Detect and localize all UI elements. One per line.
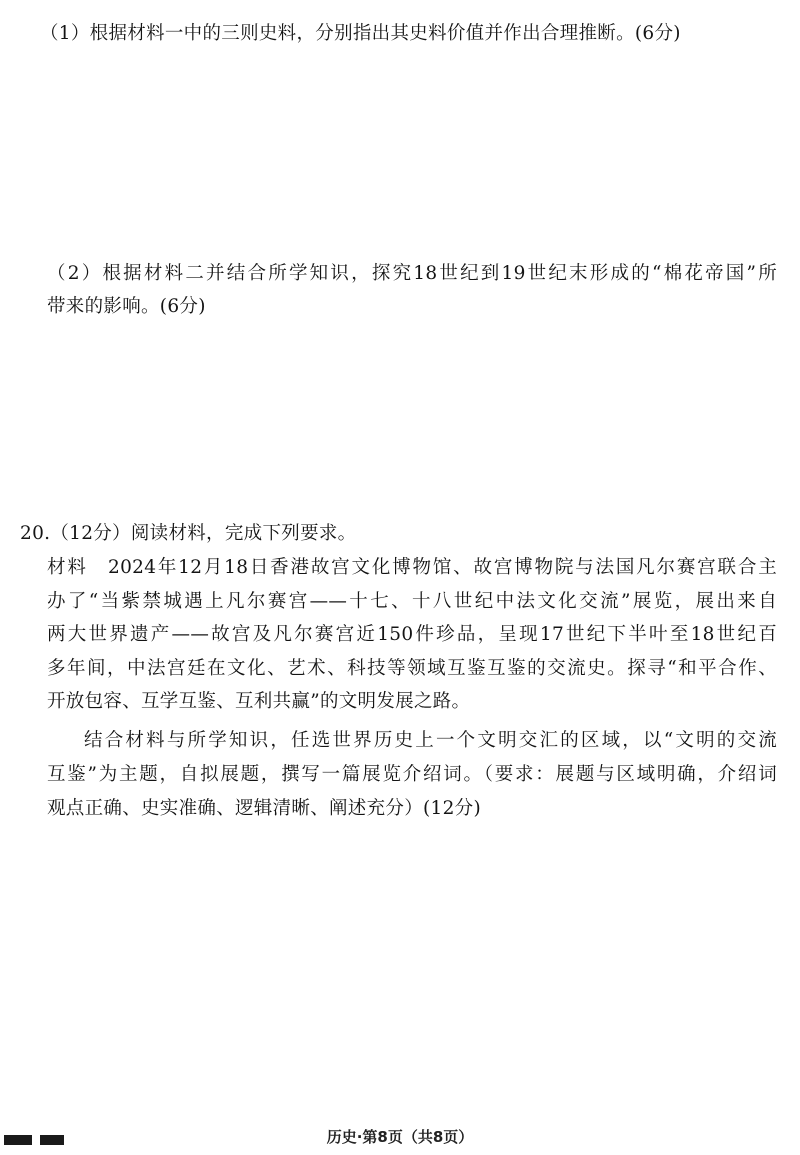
q19-part2-prompt-line2: 带来的影响。(6分) bbox=[47, 296, 206, 317]
q20-task-line: 结合材料与所学知识，任选世界历史上一个文明交汇的区域，以“文明的交流 bbox=[84, 730, 777, 751]
q20-material-line: 多年间，中法宫廷在文化、艺术、科技等领域互鉴互鉴的交流史。探寻“和平合作、 bbox=[47, 658, 777, 679]
q20-task-line: 互鉴”为主题，自拟展题，撰写一篇展览介绍词。（要求：展题与区域明确，介绍词 bbox=[47, 764, 777, 785]
q19-part2-prompt-line1: （2）根据材料二并结合所学知识，探究18世纪到19世纪末形成的“棉花帝国”所 bbox=[47, 263, 777, 284]
q20-material-line: 办了“当紫禁城遇上凡尔赛宫——十七、十八世纪中法文化交流”展览，展出来自 bbox=[47, 591, 777, 612]
q20-material-line: 开放包容、互学互鉴、互利共赢”的文明发展之路。 bbox=[47, 691, 471, 712]
q20-header: 20.（12分）阅读材料，完成下列要求。 bbox=[20, 523, 357, 544]
q20-material-line: 材料 2024年12月18日香港故宫文化博物馆、故宫博物院与法国凡尔赛宫联合主 bbox=[47, 557, 777, 578]
q20-material-line: 两大世界遗产——故宫及凡尔赛宫近150件珍品，呈现17世纪下半叶至18世纪百 bbox=[47, 624, 777, 645]
q20-task-line: 观点正确、史实准确、逻辑清晰、阐述充分）(12分) bbox=[47, 798, 481, 819]
q19-part1-prompt: （1）根据材料一中的三则史料，分别指出其史料价值并作出合理推断。(6分) bbox=[40, 23, 681, 44]
page-number: 历史·第8页（共8页） bbox=[326, 1128, 474, 1146]
